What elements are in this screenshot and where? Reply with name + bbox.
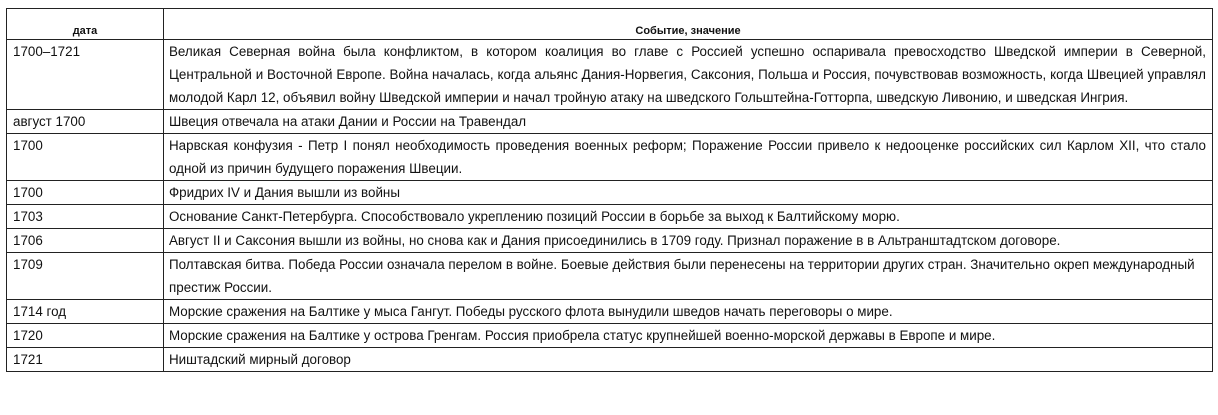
table-row (7, 134, 1213, 181)
table-row (7, 348, 1213, 372)
timeline-sheet (6, 8, 1213, 372)
table-row (7, 324, 1213, 348)
row-date: 1700–1721 (7, 40, 164, 110)
row-event: Фридрих IV и Дания вышли из войны (164, 181, 1213, 205)
row-date: 1720 (7, 324, 164, 348)
row-date: 1706 (7, 229, 164, 253)
row-date: 1709 (7, 253, 164, 300)
row-event: Полтавская битва. Победа России означала перелом в войне. Боевые действия были перенесены на территории других стран. Значительно окреп международный престиж России. (164, 253, 1213, 300)
row-event: Ништадский мирный договор (164, 348, 1213, 372)
row-event: Основание Санкт-Петербурга. Способствовало укреплению позиций России в борьбе за выход к Балтийскому морю. (164, 205, 1213, 229)
table-row (7, 110, 1213, 134)
row-date: 1714 год (7, 300, 164, 324)
row-event: Швеция отвечала на атаки Дании и России на Травендал (164, 110, 1213, 134)
row-date: 1703 (7, 205, 164, 229)
row-date: 1721 (7, 348, 164, 372)
header-date: дата (7, 9, 164, 40)
table-row (7, 205, 1213, 229)
row-date: 1700 (7, 181, 164, 205)
table-row (7, 253, 1213, 300)
table-row (7, 300, 1213, 324)
table-row (7, 229, 1213, 253)
row-event: Нарвская конфузия - Петр I понял необходимость проведения военных реформ; Поражение России привело к недооценке российских сил Карлом XII, что стало одной из причин будущего поражения Швеции. (164, 134, 1213, 181)
row-event: Морские сражения на Балтике у мыса Гангут. Победы русского флота вынудили шведов начать переговоры о мире. (164, 300, 1213, 324)
row-date: август 1700 (7, 110, 164, 134)
row-event: Великая Северная война была конфликтом, в котором коалиция во главе с Россией успешно оспаривала превосходство Шведской империи в Северной, Центральной и Восточной Европе. Война началась, когда альянс Дания-Норвегия, Саксония, Польша и Россия, почувствовав возможность, когда Швецией управлял молодой Карл 12, объявил войну Шведской империи и начал тройную атаку на шведского Гольштейна-Готторпа, шведскую Ливонию, и шведская Ингрия. (164, 40, 1213, 110)
table-row (7, 40, 1213, 110)
table-row (7, 181, 1213, 205)
row-event: Морские сражения на Балтике у острова Гренгам. Россия приобрела статус крупнейшей военно-морской державы в Европе и мире. (164, 324, 1213, 348)
row-date: 1700 (7, 134, 164, 181)
timeline-table (6, 8, 1213, 372)
row-event: Август II и Саксония вышли из войны, но снова как и Дания присоединились в 1709 году. Признал поражение в в Альтранштадтском договоре. (164, 229, 1213, 253)
header-row (7, 9, 1213, 40)
header-event: Событие, значение (164, 9, 1213, 40)
